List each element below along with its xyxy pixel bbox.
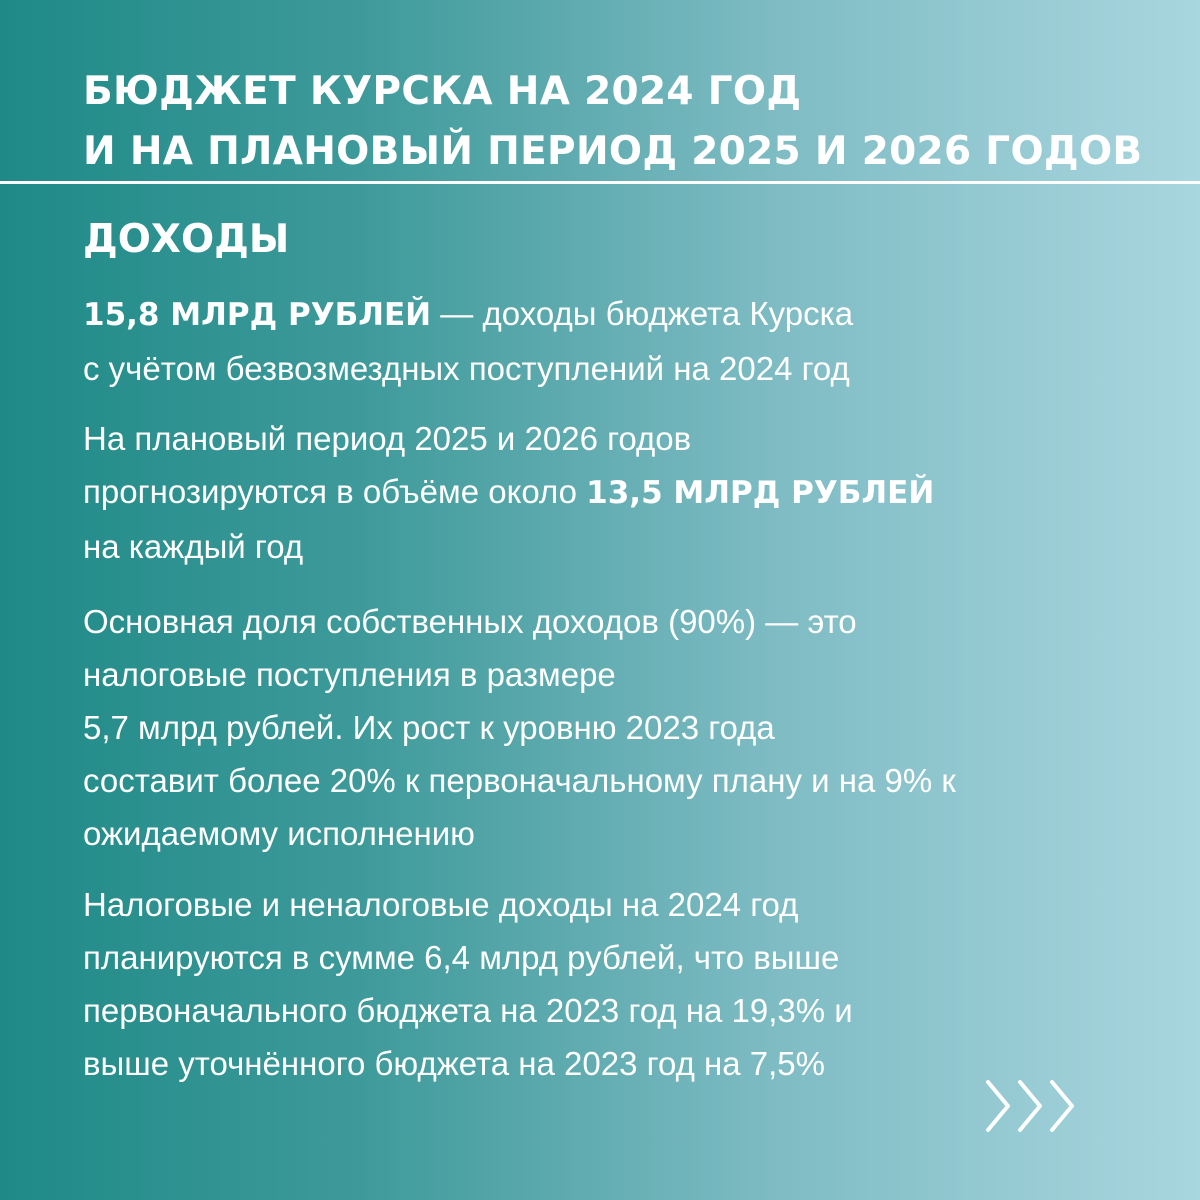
paragraph-line: первоначального бюджета на 2023 год на 19,3% и <box>83 992 853 1029</box>
chevrons-icon <box>985 1078 1080 1134</box>
next-slide-chevrons-icon[interactable] <box>985 1078 1080 1134</box>
title-line-1: БЮДЖЕТ КУРСКА НА 2024 ГОД <box>83 69 802 114</box>
paragraph-text: прогнозируются в объёме около <box>83 473 587 510</box>
paragraph-line: На плановый период 2025 и 2026 годов <box>83 420 692 457</box>
paragraph-line: на каждый год <box>83 528 304 565</box>
paragraph-line: с учётом безвозмездных поступлений на 2024 год <box>83 350 850 387</box>
paragraph-line: налоговые поступления в размере <box>83 656 616 693</box>
paragraph-line <box>83 465 934 520</box>
page-title <box>83 62 1142 182</box>
paragraph-line: Основная доля собственных доходов (90%) — это <box>83 603 857 640</box>
paragraph-total-revenue <box>83 287 853 395</box>
paragraph-tax-revenue <box>83 595 956 860</box>
title-line-2: И НА ПЛАНОВЫЙ ПЕРИОД 2025 И 2026 ГОДОВ <box>83 129 1143 174</box>
paragraph-line: составит более 20% к первоначальному плану и на 9% к <box>83 762 956 799</box>
title-divider <box>0 181 1200 184</box>
paragraph-line: ожидаемому исполнению <box>83 815 475 852</box>
highlight-amount: 13,5 МЛРД РУБЛЕЙ <box>586 475 935 511</box>
paragraph-tax-nontax-revenue <box>83 878 853 1090</box>
paragraph-line <box>83 287 853 342</box>
section-heading: ДОХОДЫ <box>83 217 290 262</box>
paragraph-line: 5,7 млрд рублей. Их рост к уровню 2023 года <box>83 709 775 746</box>
paragraph-line: Налоговые и неналоговые доходы на 2024 год <box>83 886 799 923</box>
paragraph-line: планируются в сумме 6,4 млрд рублей, что выше <box>83 939 840 976</box>
paragraph-plan-period <box>83 412 934 573</box>
highlight-amount: 15,8 МЛРД РУБЛЕЙ <box>83 297 432 333</box>
paragraph-text: — доходы бюджета Курска <box>431 295 854 332</box>
paragraph-line: выше уточнённого бюджета на 2023 год на 7,5% <box>83 1045 825 1082</box>
